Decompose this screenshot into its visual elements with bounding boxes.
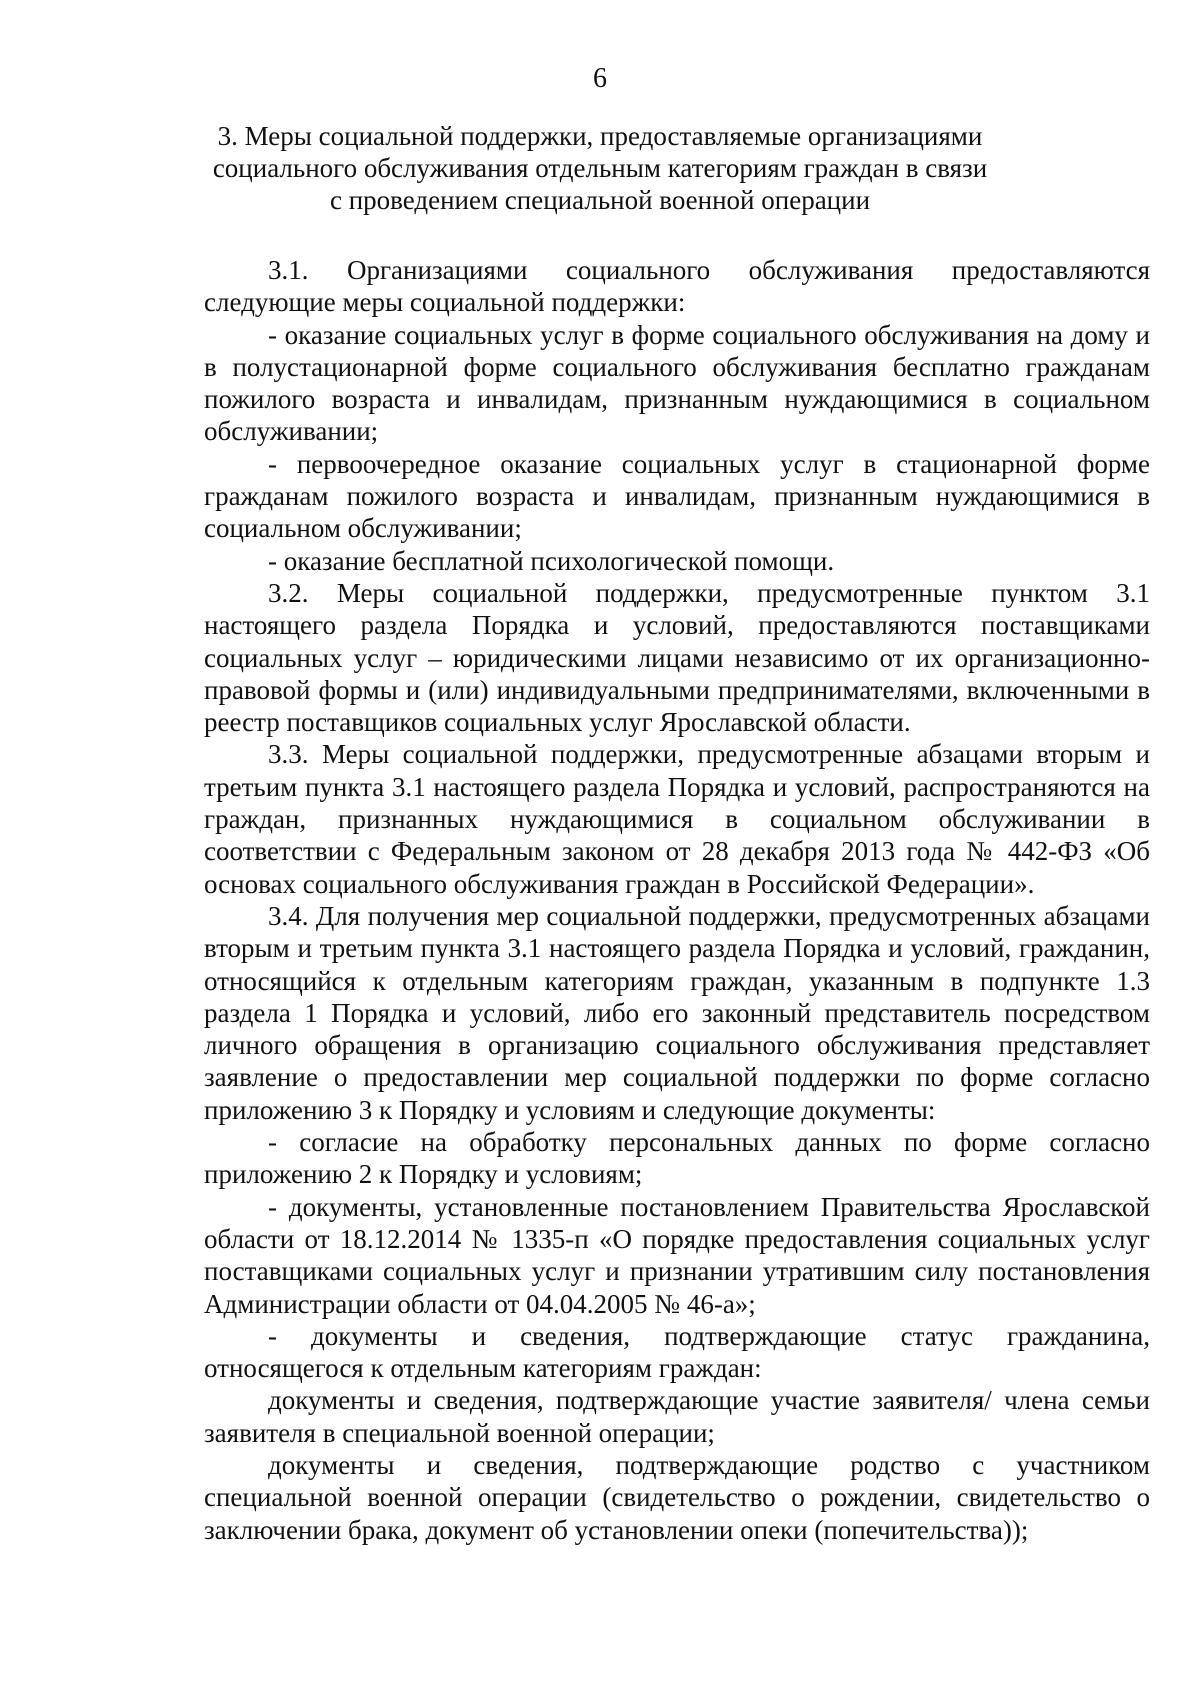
- page-number: 6: [593, 63, 607, 94]
- paragraph-3-1: 3.1. Организациями социального обслуживания предоставляются следующие меры социальной поддержки:: [204, 255, 1150, 318]
- paragraph-3-4: 3.4. Для получения мер социальной поддержки, предусмотренных абзацами вторым и третьим пункта 3.1 настоящего раздела Порядка и условий, гражданин, относящийся к отдельным категориям граждан, указанным в подпункте 1.3 раздела 1 Порядка и условий, либо его законный представитель посредством личного обращения в организацию социального обслуживания представляет заявление о предоставлении мер социальной поддержки по форме согласно приложению 3 к Порядку и условиям и следующие документы:: [204, 900, 1150, 1125]
- list-item-consent: - согласие на обработку персональных данных по форме согласно приложению 2 к Порядку и условиям;: [204, 1127, 1150, 1190]
- list-item-status-documents: - документы и сведения, подтверждающие статус гражданина, относящегося к отдельным категориям граждан:: [204, 1320, 1150, 1384]
- list-item-participation-documents: документы и сведения, подтверждающие участие заявителя/ члена семьи заявителя в специальной военной операции;: [204, 1385, 1150, 1448]
- section-heading-line: 3. Меры социальной поддержки, предоставляемые организациями: [217, 121, 983, 151]
- section-heading: [200, 120, 1000, 216]
- list-item-stationary-services: - первоочередное оказание социальных услуг в стационарной форме гражданам пожилого возраста и инвалидам, признанным нуждающимися в социальном обслуживании;: [204, 448, 1150, 544]
- document-body: [204, 254, 1150, 1546]
- section-heading-line: с проведением специальной военной операции: [329, 185, 871, 215]
- list-item-kinship-documents: документы и сведения, подтверждающие родство с участником специальной военной операции (свидетельство о рождении, свидетельство о заключении брака, документ об установлении опеки (попечительства));: [204, 1449, 1150, 1545]
- section-heading-line: социального обслуживания отдельным категориям граждан в связи: [212, 153, 988, 183]
- list-item-government-documents: - документы, установленные постановлением Правительства Ярославской области от 18.12.2014 № 1335-п «О порядке предоставления социальных услуг поставщиками социальных услуг и признании утратившим силу постановления Администрации области от 04.04.2005 № 46-а»;: [204, 1191, 1150, 1319]
- list-item-home-services: - оказание социальных услуг в форме социального обслуживания на дому и в полустационарной форме социального обслуживания бесплатно гражданам пожилого возраста и инвалидам, признанным нуждающимися в социальном обслуживании;: [204, 319, 1150, 447]
- paragraph-3-2: 3.2. Меры социальной поддержки, предусмотренные пунктом 3.1 настоящего раздела Порядка и условий, предоставляются поставщиками социальных услуг – юридическими лицами независимо от их организационно-правовой формы и (или) индивидуальными предпринимателями, включенными в реестр поставщиков социальных услуг Ярославской области.: [204, 577, 1150, 738]
- paragraph-3-3: 3.3. Меры социальной поддержки, предусмотренные абзацами вторым и третьим пункта 3.1 настоящего раздела Порядка и условий, распространяются на граждан, признанных нуждающимися в социальном обслуживании в соответствии с Федеральным законом от 28 декабря 2013 года № 442-ФЗ «Об основах социального обслуживания граждан в Российской Федерации».: [204, 739, 1150, 899]
- list-item-psychological-help: - оказание бесплатной психологической помощи.: [268, 545, 835, 576]
